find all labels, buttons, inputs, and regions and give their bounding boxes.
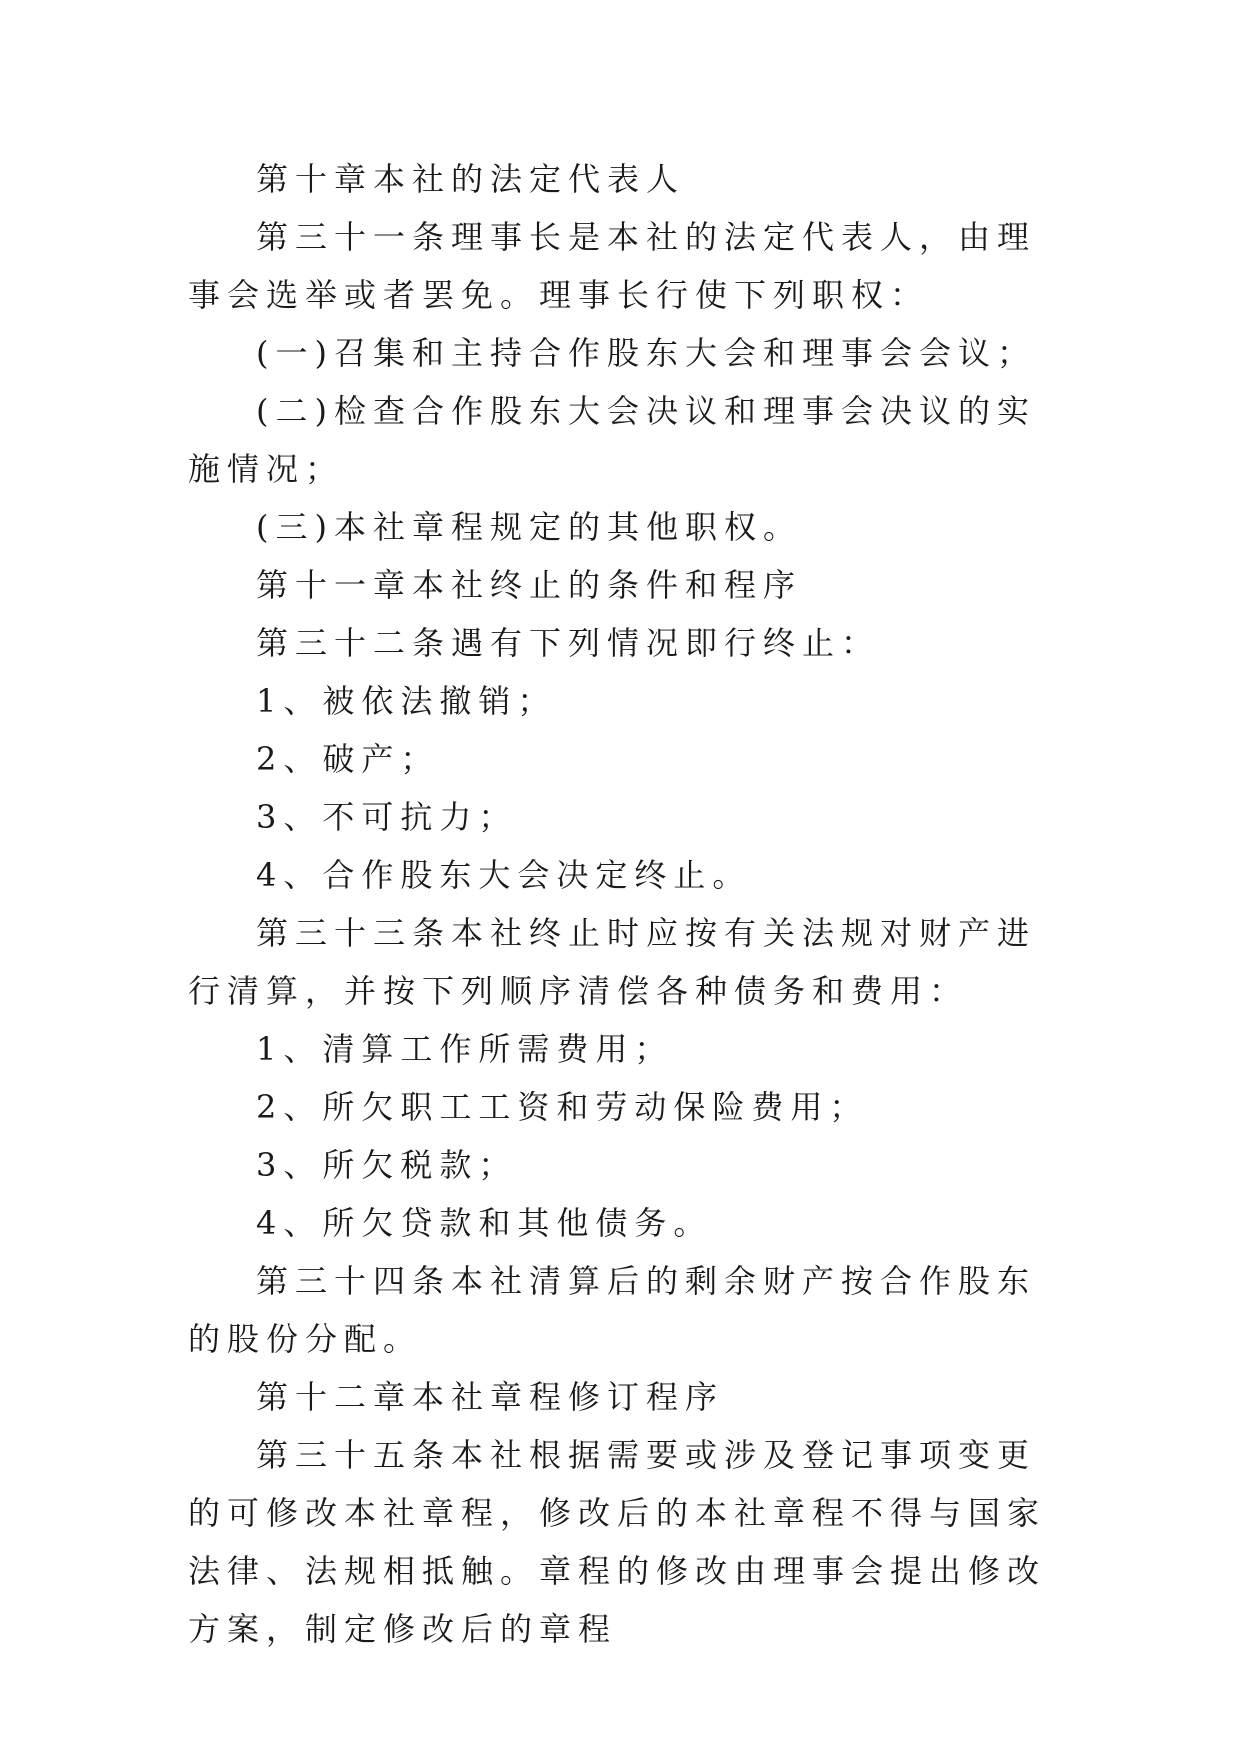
- article-34: 第三十四条本社清算后的剩余财产按合作股东的股份分配。: [188, 1262, 1037, 1358]
- document-body: [188, 150, 1073, 1658]
- chapter-10-heading: 第十章本社的法定代表人: [256, 160, 686, 198]
- chapter-12-heading: 第十二章本社章程修订程序: [256, 1378, 725, 1416]
- article-31-item-3: (三)本社章程规定的其他职权。: [256, 508, 802, 546]
- article-32-item-1: 1、被依法撤销；: [256, 682, 557, 720]
- article-32-item-3: 3、不可抗力；: [256, 798, 518, 836]
- article-31-item-2: (二)检查合作股东大会决议和理事会决议的实施情况；: [188, 392, 1036, 488]
- article-33-item-2: 2、所欠职工工资和劳动保险费用；: [256, 1088, 869, 1126]
- article-33-item-4: 4、所欠贷款和其他债务。: [256, 1204, 713, 1242]
- article-32: 第三十二条遇有下列情况即行终止：: [256, 624, 881, 662]
- article-33-item-1: 1、清算工作所需费用；: [256, 1030, 674, 1068]
- article-31-item-1: (一)召集和主持合作股东大会和理事会会议；: [256, 334, 1036, 372]
- article-32-item-2: 2、破产；: [256, 740, 440, 778]
- article-33-item-3: 3、所欠税款；: [256, 1146, 518, 1184]
- article-33: 第三十三条本社终止时应按有关法规对财产进行清算，并按下列顺序清偿各种债务和费用：: [188, 914, 1037, 1010]
- article-35: 第三十五条本社根据需要或涉及登记事项变更的可修改本社章程，修改后的本社章程不得与国家法律、法规相抵触。章程的修改由理事会提出修改方案，制定修改后的章程: [188, 1436, 1047, 1648]
- chapter-11-heading: 第十一章本社终止的条件和程序: [256, 566, 803, 604]
- article-32-item-4: 4、合作股东大会决定终止。: [256, 856, 752, 894]
- article-31: 第三十一条理事长是本社的法定代表人，由理事会选举或者罢免。理事长行使下列职权：: [188, 218, 1037, 314]
